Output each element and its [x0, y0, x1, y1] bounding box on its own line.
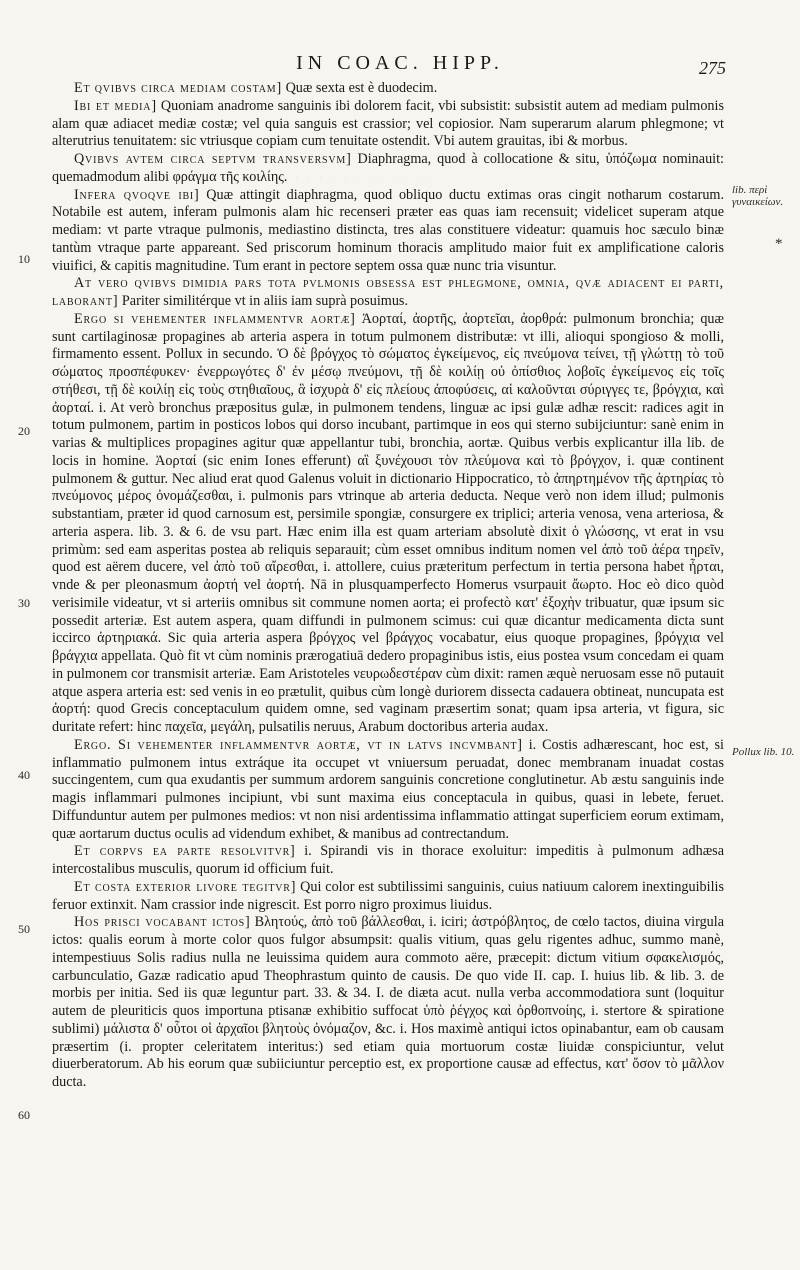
bleed-through-shadow: · · · · · · · · · · · · · ·: [270, 172, 435, 187]
paragraph-text: Diaphragma, quod à collocatione & situ, ὑπόζωμα nominauit: quemadmodum alibi φράγμα τῆς κοιλίης.: [52, 151, 724, 185]
line-number: 10: [18, 252, 30, 266]
paragraph-6: [52, 311, 724, 737]
paragraph-text: i. Spirandi vis in thorace exoluitur: impeditis à pulmonum adhæsa intercostalibus musculis, quorum id officium fuit.: [52, 843, 724, 877]
paragraph-1: [52, 80, 724, 98]
paragraph-text: Βλητούς, ἀπὸ τοῦ βάλλεσθαι, i. iciri; ἀστρόβλητος, de cœlo tactos, diuina virgula ictos: qualis eorum à morte color quos fulgor absumpsit: qualis vitium, quas gelu rigentes adhuc, summo manè, intempestiuus Solis radius nulla ne leuissima quidem aura commoto aëre, præcepit: dictum vitium σφακελισμός, carbunculatio, Gazæ radicatio apud Theophrastum quinto de causis. De quo vide II. cap. I. huius lib. & lib. 3. de morbis per initia. Sed iis quæ leguntur part. 33. & 34. I. de diæta acut. nulla verba accommodatiora sunt (loquitur autem de pleuriticis quos importuna ptisanæ exhibitio suffocat ὑπὸ ῥέγχος καὶ ὀρθοπνοίης, i. stertore & spiratione sublimi) μάλιστα δ' οὗτοι οἱ ἀρχαῖοι βλητοὺς ὀνόμαζον, &c. i. Hos maximè antiqui ictos opinabantur, eam ob causam præsertim (i. propter celeritatem interitus:) sed etiam quia mortuorum costæ liuidæ conspiciuntur, velut diuerberatorum. Ab his eorum quæ subiiciuntur perceptio est, ex proportione causæ ad effectus, κατ' ὅσον τὸ μᾶλλον ducta.: [52, 914, 724, 1090]
lemma: Ergo. Si vehementer inflammentvr aortæ, vt in latvs incvmbant]: [74, 736, 523, 753]
paragraph-2: [52, 98, 724, 151]
paragraph-text: Quoniam anadrome sanguinis ibi dolorem facit, vbi subsistit: subsistit autem ad mediam pulmonis alam quæ adiacet mediæ costæ; vel quia sanguis est crassior; vel copiosior. Nam superarum alarum phlegmone; vt alterutrius tenuitatem: sic vtriusque copiam cum tenuitate ostendit. Vbi autem grauitas, ibi & morbus.: [52, 97, 724, 150]
commentary-text: [52, 80, 724, 1092]
paragraph-text: Pariter similitérque vt in aliis iam suprà posuimus.: [118, 293, 408, 309]
margin-note: lib. περὶ γυναικείων.: [732, 184, 784, 208]
paragraph-5: [52, 275, 724, 311]
paragraph-text: Qui color est subtilissimi sanguinis, cuius natiuum calorem inextinguibilis feruor extinxit. Nam crassior inde nigrescit. Est porro nigro proximus liuidus.: [52, 878, 724, 913]
page-number: 275: [699, 58, 726, 78]
lemma: At vero qvibvs dimidia pars tota pvlmonis obsessa est phlegmone, omnia, qvæ adiacent ei parti, laborant]: [52, 275, 724, 309]
line-number: 60: [18, 1108, 30, 1122]
paragraph-text: Quæ attingit diaphragma, quod obliquo ductu extimas oras cingit notharum costarum. Notabile est autem, inferam pulmonis alam hic recenseri præter eas quas iam recensuit; videlicet superam atque mediam: vt parte vtraque pulmonis, mediastino distincta, tres alas constituere videatur: quamuis hoc sæculo binæ tantùm vtraque parte appareant. Sed priscorum hominum thoracis amplitudo maior fuit ex amplificatione caloris viuifici, & capitis magnitudine. Tum erant in pectore septem ossa quæ nunc tria visuntur.: [52, 186, 724, 274]
paragraph-3: [52, 151, 724, 187]
lemma: Hos prisci vocabant ictos]: [74, 914, 251, 931]
running-title: IN COAC. HIPP.: [296, 52, 504, 74]
paragraph-8: [52, 843, 724, 879]
margin-note: Pollux lib. 10.: [732, 746, 795, 758]
lemma: Ergo si vehementer inflammentvr aortæ]: [74, 310, 356, 327]
line-number: 30: [18, 596, 30, 610]
paragraph-7: [52, 737, 724, 844]
lemma: Et costa exterior livore tegitvr]: [74, 878, 297, 895]
lemma: Infera qvoqve ibi]: [74, 186, 200, 203]
paragraph-4: [52, 187, 724, 276]
paragraph-text: Quæ sexta est è duodecim.: [282, 80, 438, 96]
paragraph-text: i. Costis adhærescant, hoc est, si inflammatio pulmonem intus extráque ita occupet vt vniuersum peruadat, donec membranam inuadat costas succingentem, cum qua exudantis per summum ardorem sanguinis concretione conglutinetur. Ab æstu sanguinis inde magis inflammari pulmones incipiunt, vbi sunt maxima eius conceptacula in quibus, quasi in lebete, feruet. Diffunduntur autem per pulmones medios: vt non nisi ardentissima inflammatio attingat superficiem eorum extimam, quæ aortarum ductus oculis ad videndum exhibet, & manibus ad contrectandum.: [52, 736, 724, 842]
line-number: 20: [18, 424, 30, 438]
line-number: 40: [18, 768, 30, 782]
lemma: Et corpvs ea parte resolvitvr]: [74, 843, 296, 860]
paragraph-9: [52, 879, 724, 915]
paragraph-10: [52, 914, 724, 1092]
margin-asterisk: *: [775, 236, 783, 252]
line-number: 50: [18, 922, 30, 936]
paragraph-text: Ἀορταί, ἀορτῆς, ἀορτεῖαι, ἀορθρά: pulmonum bronchia; quæ sunt cartilaginosæ propagines ab arteria aspera in totum pulmonem distributæ: vt illi, alioqui spongioso & molli, firmamento essent. Pollux in secundo. Ὁ δὲ βρόγχος τὸ σώματος ἐγκείμενος, εἰς πνεύμονα τείνει, τῇ γλώττῃ τὸ τοῦ σώματος προσπέφυκεν· ἐνερρωγότες δ' ἐν μέσῳ πνεύμονι, τῇ δὲ κοιλίῃ οὐ ὀπίσθιος λοβοῖς ἐγκείμενος εἰς τοῖς στήθεσι, τῇ δὲ κοιλίῃ εἰς τοὺς στηθιαῖους, ἃ ἰσχυρὰ δ' εἰς πλείους ἀποφύσεις, αἱ καλοῦνται σύριγγες τε, βρόγχια, καὶ ἀορταί. i. At verò bronchus præpositus gulæ, in pulmonem tendens, linguæ ac ipsi gulæ adhæ rescit: radices agit in totum pulmonem, partim in posticos lobos qui dorso incubant, partimque in eos qui sterno subijciuntur: sanè enim in varias & multiplices propagines agitur quæ appellantur tubi, bronchia, aortæ. Quibus verbis explicantur illa lib. de locis in homine. Ἀορταί (sic enim Iones efferunt) αἳ ξυνέχουσι τὸν πλεύμονα καὶ τὸ βρόγχον, i. quæ continent pulmonem & guttur. Nec aliud erat quod Galenus voluit in dictionario Hippocratico, τὸ ἀπηρτημένον τῆς ἀρτηρίας τὸ πνεύμονος μέρος ὀνομάζεσθαι, i. pulmonis pars vtrinque ab arteria deducta. Neque verò non idem illud; pulmonis substantiam, præter id quod carnosum est, persimile spongiæ, consurgere ex triplici; arteria venosa, vena arteriosa, & arteria aspera. lib. 3. & 6. de vsu part. Hæc enim illa est quam arteriam absolutè dixit ὁ γλώσσης, vt erat in vsu primùm: sed eam asperitas postea ab reliquis separauit; cùm esset omnibus inditum nomen vel ἀπὸ τοῦ ἀέρα τηρεῖν, quod est aërem ducere, vel ἀπὸ τοῦ αἴρεσθαι, i. attollere, cuius præteritum perfectum in tertia persona habet ἦρται, vnde & per pleonasmum ἀορτή vel ἀορτή. Nā in plusquamperfecto Homerus vsurpauit ἄωρτο. Hoc eò dico quòd verisimile videatur, vt si arteriis omnibus sit commune nomen aorta; ei profectò κατ' ἐξοχὴν tribuatur, quæ ipsum sic possedit arteriæ. Est autem aspera, quam diffundi in pulmonem scimus: cui quæ dicantur medicamenta dicta sunt iccirco ἀρτηριακά. Sic quia arteria aspera βρόγχος vel βράγχος vocabatur, eius quoque propagines, βρόγχια vel βράγχια appellata. Quò fit vt cùm nominis prærogatiuā dedero propaginibus istis, eius postea vsum concedam ei quam in pulmonem cor transmisit arteriæ. Eam Aristoteles νευρωδεστέραν cùm dixit: ramen æquè neruosam esse nō putauit atque aspera arteria est: sed venis in eo prætulit, quibus cùm longè duriorem dissecta cadauera obtineat, nuncupata est ἀορτή: quod Grecis conceptaculum quidem omne, sed vaginam præsertim sonat; quam ipsa arteria, vt figura, sic duritate refert: hinc παχεῖα, μεγάλη, pulsatilis neruus, Arabum doctoribus arteria audax.: [52, 310, 724, 735]
lemma: Qvibvs avtem circa septvm transversvm]: [74, 151, 352, 167]
lemma: Et qvibvs circa mediam costam]: [74, 80, 283, 96]
lemma: Ibi et media]: [74, 97, 157, 114]
